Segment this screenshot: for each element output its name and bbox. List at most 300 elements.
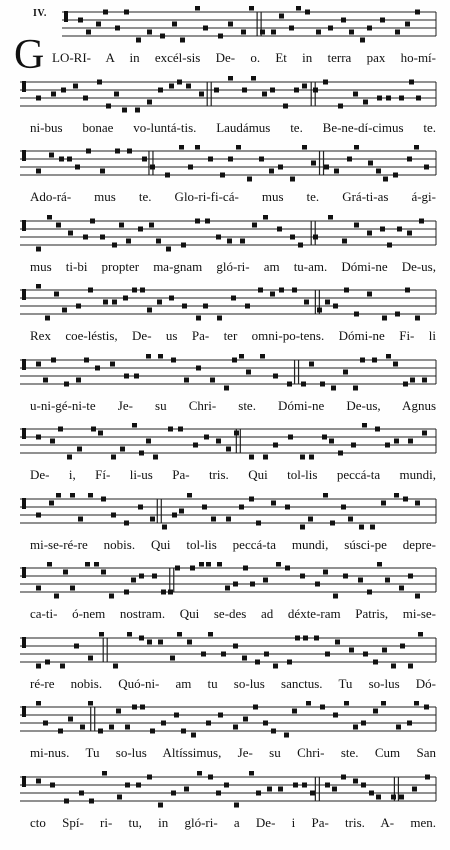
neume-note (373, 709, 378, 714)
lyric-line: mus ti-bi propter ma-gnam gló-ri- am tu-am. Dómi-ne De-us, (30, 258, 436, 274)
neume-note (405, 22, 410, 27)
neume-note (83, 234, 88, 239)
neume-note (376, 169, 381, 174)
clef-mark (22, 498, 26, 509)
neume-note (62, 308, 67, 313)
neume-note (158, 354, 163, 359)
neume-note (153, 455, 158, 460)
neume-note (372, 357, 377, 362)
neume-note (172, 22, 177, 27)
neume-note (50, 782, 55, 787)
lyric-line: ré-re nobis. Quó-ni- am tu so-lus sanctus. Tu so-lus Dó- (30, 675, 436, 691)
neume-note (132, 423, 137, 428)
neume-note (256, 790, 261, 795)
neume-note (36, 778, 41, 783)
neume-note (136, 38, 141, 43)
neume-note (301, 381, 306, 386)
neume-note (227, 238, 232, 243)
neume-note (140, 705, 145, 710)
neume-note (197, 771, 202, 776)
neume-note (161, 590, 166, 595)
neume-note (208, 774, 213, 779)
lyric-line: cto Spí- ri- tu, in gló-ri- a De- i Pa- tris. A- men. (30, 814, 436, 830)
neume-note (250, 582, 255, 587)
neume-note (203, 304, 208, 309)
neume-note (218, 34, 223, 39)
neume-note (381, 701, 386, 706)
neume-note (147, 308, 152, 313)
neume-note (360, 357, 365, 362)
neume-note (368, 161, 373, 166)
chant-system (0, 701, 450, 769)
neume-note (86, 30, 91, 35)
neume-note (67, 455, 72, 460)
neume-note (202, 504, 207, 509)
neume-note (158, 802, 163, 807)
neume-note (341, 504, 346, 509)
neume-note (359, 524, 364, 529)
neume-note (323, 570, 328, 575)
mode-label: IV. (33, 8, 47, 19)
neume-note (320, 381, 325, 386)
neume-note (191, 733, 196, 738)
neume-note (182, 304, 187, 309)
neume-note (252, 222, 257, 227)
neume-note (393, 173, 398, 178)
neume-note (407, 157, 412, 162)
neume-note (361, 721, 366, 726)
neume-note (112, 300, 117, 305)
clef-mark (22, 428, 26, 439)
neume-note (305, 10, 310, 15)
neume-note (217, 562, 222, 567)
neume-note (150, 165, 155, 170)
neume-note (338, 103, 343, 108)
neume-note (242, 87, 247, 92)
neume-note (195, 145, 200, 150)
neume-note (380, 18, 385, 23)
neume-note (360, 38, 365, 43)
neume-note (184, 377, 189, 382)
neume-note (110, 361, 115, 366)
neume-note (233, 582, 238, 587)
neume-note (114, 91, 119, 96)
neume-note (171, 790, 176, 795)
neume-note (271, 500, 276, 505)
neume-note (124, 10, 129, 15)
neume-note (132, 288, 137, 293)
clef-mark (22, 637, 26, 648)
neume-note (58, 427, 63, 432)
neume-note (285, 504, 290, 509)
neume-note (74, 643, 79, 648)
neume-note (99, 632, 104, 637)
neume-note (226, 516, 231, 521)
neume-note (414, 701, 419, 706)
neume-note (208, 157, 213, 162)
neume-note (135, 107, 140, 112)
neume-note (394, 439, 399, 444)
neume-note (373, 659, 378, 664)
neume-note (96, 22, 101, 27)
neume-note (47, 562, 52, 567)
neume-note (263, 721, 268, 726)
neume-note (47, 215, 52, 220)
neume-note (124, 373, 129, 378)
neume-note (258, 288, 263, 293)
neume-note (409, 79, 414, 84)
chant-system (0, 215, 450, 283)
neume-note (203, 26, 208, 31)
neume-note (335, 639, 340, 644)
neume-note (353, 725, 358, 730)
neume-note (51, 91, 56, 96)
neume-note (187, 639, 192, 644)
neume-note (109, 725, 114, 730)
neume-note (263, 578, 268, 583)
neume-note (172, 512, 177, 517)
neume-note (201, 651, 206, 656)
neume-note (316, 30, 321, 35)
neume-note (124, 590, 129, 595)
neume-note (259, 157, 264, 162)
neume-note (332, 786, 337, 791)
neume-note (264, 651, 269, 656)
neume-note (111, 512, 116, 517)
neume-note (270, 292, 275, 297)
staff (0, 632, 450, 676)
neume-note (142, 157, 147, 162)
neume-note (85, 562, 90, 567)
lyric-line: ni-bus bonae vo-luntá-tis. Laudámus te. Be-ne-dí-cimus te. (30, 119, 436, 135)
neume-note (393, 361, 398, 366)
neume-note (76, 377, 81, 382)
neume-note (76, 304, 81, 309)
neume-note (410, 377, 415, 382)
neume-note (338, 451, 343, 456)
neume-note (353, 385, 358, 390)
neume-note (177, 632, 182, 637)
neume-note (416, 95, 421, 100)
neume-note (354, 222, 359, 227)
neume-note (231, 296, 236, 301)
neume-note (156, 238, 161, 243)
neume-note (385, 578, 390, 583)
neume-note (190, 566, 195, 571)
neume-note (116, 709, 121, 714)
neume-note (160, 34, 165, 39)
neume-note (79, 790, 84, 795)
neume-note (127, 632, 132, 637)
clef-mark (64, 11, 68, 22)
neume-note (150, 729, 155, 734)
neume-note (169, 296, 174, 301)
staff (0, 76, 450, 120)
neume-note (394, 493, 399, 498)
neume-note (267, 786, 272, 791)
neume-note (68, 230, 73, 235)
clef-mark (22, 81, 26, 92)
neume-note (271, 30, 276, 35)
neume-note (309, 455, 314, 460)
neume-note (375, 427, 380, 432)
neume-note (397, 226, 402, 231)
neume-note (146, 439, 151, 444)
neume-note (138, 226, 143, 231)
neume-note (367, 26, 372, 31)
neume-note (256, 520, 261, 525)
neume-note (269, 169, 274, 174)
neume-note (103, 10, 108, 15)
neume-note (381, 500, 386, 505)
neume-note (134, 373, 139, 378)
neume-note (298, 242, 303, 247)
neume-note (344, 701, 349, 706)
neume-note (400, 643, 405, 648)
neume-note (329, 439, 334, 444)
neume-note (288, 435, 293, 440)
chant-system (0, 145, 450, 213)
neume-note (45, 316, 50, 321)
neume-note (273, 443, 278, 448)
neume-note (287, 659, 292, 664)
neume-note (70, 493, 75, 498)
neume-note (180, 38, 185, 43)
neume-note (311, 161, 316, 166)
neume-note (61, 87, 66, 92)
neume-note (36, 701, 41, 706)
lyric-line: LO-RI- A in excél-sis De- o. Et in terra pax ho-mí- (52, 50, 436, 65)
neume-note (181, 242, 186, 247)
neume-note (123, 296, 128, 301)
neume-note (296, 6, 301, 11)
chant-system (0, 76, 450, 144)
clef-mark (22, 359, 26, 370)
neume-note (149, 222, 154, 227)
neume-note (234, 431, 239, 436)
neume-note (293, 782, 298, 787)
neume-note (195, 218, 200, 223)
neume-note (396, 725, 401, 730)
neume-note (369, 790, 374, 795)
neume-note (415, 594, 420, 599)
neume-note (310, 790, 315, 795)
neume-note (362, 423, 367, 428)
neume-note (78, 18, 83, 23)
neume-note (323, 79, 328, 84)
neume-note (158, 639, 163, 644)
neume-note (211, 516, 216, 521)
chant-system (0, 6, 450, 78)
neume-note (300, 574, 305, 579)
neume-note (112, 242, 117, 247)
neume-note (36, 246, 41, 251)
neume-note (161, 721, 166, 726)
neume-note (77, 447, 82, 452)
neume-note (117, 794, 122, 799)
neume-note (424, 705, 429, 710)
neume-note (422, 377, 427, 382)
neume-note (407, 230, 412, 235)
neume-note (302, 782, 307, 787)
lyric-line: Rex coe-léstis, De- us Pa- ter omni-po-tens. Dómi-ne Fi- li (30, 328, 436, 343)
neume-note (228, 76, 233, 81)
neume-note (243, 717, 248, 722)
neume-note (122, 107, 127, 112)
neume-note (97, 79, 102, 84)
neume-note (415, 10, 420, 15)
neume-note (399, 794, 404, 799)
neume-note (376, 794, 381, 799)
neume-note (247, 177, 252, 182)
neume-note (102, 771, 107, 776)
neume-note (240, 238, 245, 243)
neume-note (84, 357, 89, 362)
neume-note (218, 713, 223, 718)
neume-note (217, 316, 222, 321)
neume-note (251, 76, 256, 81)
neume-note (309, 361, 314, 366)
neume-note (166, 246, 171, 251)
neume-note (278, 786, 283, 791)
neume-note (196, 365, 201, 370)
neume-note (139, 451, 144, 456)
neume-note (88, 493, 93, 498)
neume-note (239, 504, 244, 509)
neume-note (98, 431, 103, 436)
neume-note (147, 99, 152, 104)
neume-note (165, 173, 170, 178)
neume-note (302, 145, 307, 150)
neume-note (103, 300, 108, 305)
neume-note (253, 705, 258, 710)
neume-note (344, 288, 349, 293)
neume-note (263, 455, 268, 460)
neume-note (330, 520, 335, 525)
neume-note (224, 385, 229, 390)
neume-note (139, 635, 144, 640)
neume-note (341, 18, 346, 23)
neume-note (260, 354, 265, 359)
neume-note (73, 83, 78, 88)
neume-note (226, 447, 231, 452)
neume-note (56, 493, 61, 498)
neume-note (287, 381, 292, 386)
neume-note (64, 798, 69, 803)
neume-note (49, 153, 54, 158)
neume-note (36, 435, 41, 440)
neume-note (88, 655, 93, 660)
neume-note (249, 771, 254, 776)
neume-note (289, 26, 294, 31)
neume-note (363, 651, 368, 656)
neume-note (353, 778, 358, 783)
neume-note (125, 782, 130, 787)
chant-system (0, 493, 450, 561)
neume-note (260, 30, 265, 35)
neume-note (370, 524, 375, 529)
neume-note (78, 516, 83, 521)
clef-mark (22, 289, 26, 300)
chant-system (0, 284, 450, 352)
neume-note (88, 701, 93, 706)
neume-note (367, 292, 372, 297)
neume-note (412, 786, 417, 791)
neume-note (124, 520, 129, 525)
neume-note (380, 226, 385, 231)
neume-note (263, 215, 268, 220)
neume-note (58, 729, 63, 734)
clef-mark (22, 150, 26, 161)
neume-note (313, 87, 318, 92)
neume-note (98, 729, 103, 734)
neume-note (158, 87, 163, 92)
neume-note (294, 87, 299, 92)
neume-note (387, 242, 392, 247)
neume-note (49, 500, 54, 505)
neume-note (119, 222, 124, 227)
neume-note (415, 316, 420, 321)
staff (0, 771, 450, 815)
neume-note (292, 709, 297, 714)
neume-note (349, 647, 354, 652)
neume-note (271, 729, 276, 734)
clef-mark (22, 776, 26, 787)
neume-note (255, 659, 260, 664)
neume-note (425, 774, 430, 779)
neume-note (239, 354, 244, 359)
neume-note (354, 145, 359, 150)
neume-note (162, 524, 167, 529)
neume-note (139, 574, 144, 579)
neume-note (303, 635, 308, 640)
neume-note (418, 632, 423, 637)
neume-note (386, 354, 391, 359)
neume-note (290, 177, 295, 182)
neume-note (405, 288, 410, 293)
neume-note (277, 226, 282, 231)
neume-note (349, 30, 354, 35)
neume-note (233, 643, 238, 648)
neume-note (95, 365, 100, 370)
neume-note (132, 705, 137, 710)
neume-note (234, 802, 239, 807)
neume-note (138, 504, 143, 509)
lyric-line: mi-se-ré-re nobis. Qui tol-lis peccá-ta mundi, súsci-pe depre- (30, 536, 436, 552)
neume-note (348, 516, 353, 521)
neume-note (399, 586, 404, 591)
neume-note (36, 663, 41, 668)
neume-note (382, 647, 387, 652)
neume-note (276, 562, 281, 567)
neume-note (63, 570, 68, 575)
neume-note (333, 713, 338, 718)
neume-note (273, 663, 278, 668)
neume-note (354, 312, 359, 317)
neume-note (328, 26, 333, 31)
neume-note (236, 145, 241, 150)
neume-note (285, 566, 290, 571)
neume-note (314, 635, 319, 640)
neume-note (36, 512, 41, 517)
neume-note (333, 594, 338, 599)
neume-note (206, 562, 211, 567)
neume-note (199, 91, 204, 96)
lyric-line: u-ni-gé-ni-te Je- su Chri- ste. Dómi-ne De-us, Agnus (30, 397, 436, 413)
neume-note (422, 431, 427, 436)
neume-note (196, 316, 201, 321)
neume-note (67, 157, 72, 162)
